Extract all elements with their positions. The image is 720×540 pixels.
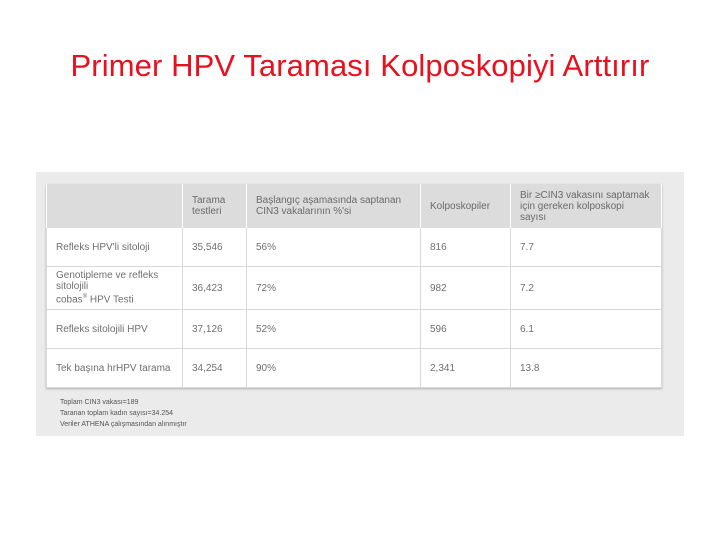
cell-tests: 36,423 — [183, 267, 247, 310]
cell-tests: 35,546 — [183, 228, 247, 267]
header-colposcopies-per-case: Bir ≥CIN3 vakasını saptamak için gereken kolposkopi sayısı — [511, 184, 662, 228]
table-row — [47, 349, 662, 388]
cell-cin3-percent: 90% — [247, 349, 421, 388]
cell-colposcopies-needed: 13.8 — [511, 349, 662, 388]
cell-colposcopies-needed: 7.7 — [511, 228, 662, 267]
row-label: Refleks sitolojili HPV — [47, 310, 183, 349]
table-row — [47, 310, 662, 349]
header-screening-tests: Tarama testleri — [183, 184, 247, 228]
table-image-panel — [36, 172, 684, 436]
row-label — [47, 267, 183, 310]
cell-colposcopies: 2,341 — [421, 349, 511, 388]
cell-colposcopies: 982 — [421, 267, 511, 310]
cell-cin3-percent: 52% — [247, 310, 421, 349]
footnotes — [60, 397, 187, 430]
row-label-suffix: HPV Testi — [87, 294, 134, 306]
cell-tests: 34,254 — [183, 349, 247, 388]
row-label: Tek başına hrHPV tarama — [47, 349, 183, 388]
row-label-line — [56, 292, 173, 305]
header-cin3-percent: Başlangıç aşamasında saptanan CIN3 vakalarının %'si — [247, 184, 421, 228]
row-label-line: sitolojili — [56, 281, 89, 293]
cell-cin3-percent: 72% — [247, 267, 421, 310]
row-label: Refleks HPV'li sitoloji — [47, 228, 183, 267]
cell-colposcopies-needed: 7.2 — [511, 267, 662, 310]
header-colposcopies: Kolposkopiler — [421, 184, 511, 228]
header-empty — [47, 184, 183, 228]
cell-colposcopies-needed: 6.1 — [511, 310, 662, 349]
footnote-total-cin3: Toplam CIN3 vakası=189 — [60, 399, 139, 406]
brand-name: cobas — [56, 294, 83, 306]
table-row — [47, 267, 662, 310]
cell-colposcopies: 816 — [421, 228, 511, 267]
cell-cin3-percent: 56% — [247, 228, 421, 267]
slide-title: Primer HPV Taraması Kolposkopiyi Arttırır — [70, 48, 650, 83]
table-row — [47, 228, 662, 267]
footnote-total-women: Taranan toplam kadın sayısı=34.254 — [60, 410, 174, 417]
cell-colposcopies: 596 — [421, 310, 511, 349]
cell-tests: 37,126 — [183, 310, 247, 349]
registered-mark: ® — [82, 294, 88, 301]
row-label-line: Genotipleme ve refleks — [56, 270, 159, 282]
colposcopy-comparison-table — [46, 184, 662, 388]
table-header-row — [47, 184, 662, 228]
footnote-source: Veriler ATHENA çalışmasından alınmıştır — [60, 421, 187, 428]
